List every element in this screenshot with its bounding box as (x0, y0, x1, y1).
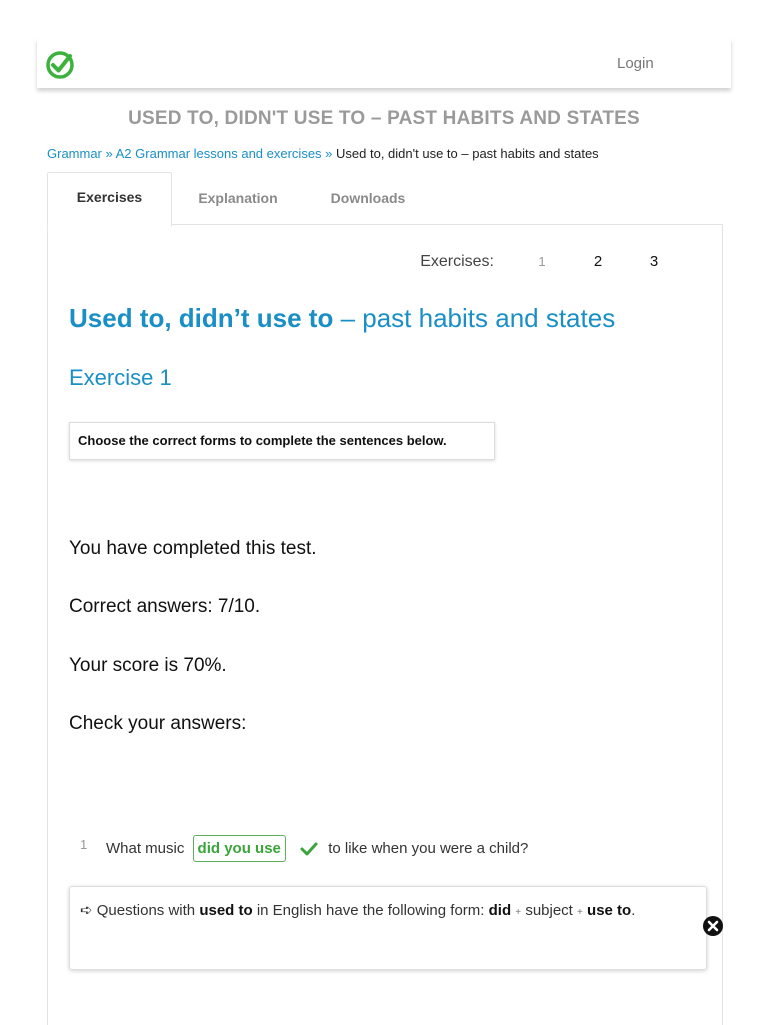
question-number: 1 (80, 837, 88, 852)
tab-explanation[interactable]: Explanation (198, 190, 278, 206)
result-completed: You have completed this test. (69, 538, 317, 559)
question-text-after: to like when you were a child? (328, 840, 529, 857)
plus-sign: + (577, 907, 583, 918)
exercise-page-3[interactable]: 3 (649, 253, 659, 270)
result-check-answers: Check your answers: (69, 713, 247, 734)
plus-sign: + (515, 907, 522, 918)
explanation-text-2: in English have the following form: (256, 902, 485, 919)
explanation-box (69, 886, 707, 970)
tab-downloads[interactable]: Downloads (330, 190, 406, 206)
breadcrumb (47, 146, 599, 161)
explanation-bold-1: used to (199, 902, 253, 919)
check-icon (300, 842, 318, 856)
tab-exercises[interactable]: Exercises (47, 172, 172, 227)
explanation-bold-2: did (488, 902, 512, 919)
exercise-pagination (420, 253, 682, 271)
instruction-box: Choose the correct forms to complete the sentences below. (69, 422, 495, 460)
question-text-before: What music (106, 840, 185, 857)
arrow-icon: ➪ (80, 902, 93, 919)
lesson-heading-bold: Used to, didn’t use to (69, 303, 334, 333)
top-navbar (37, 38, 731, 88)
close-icon[interactable] (702, 915, 724, 937)
exercise-page-1[interactable]: 1 (538, 254, 546, 269)
lesson-heading (69, 303, 615, 334)
breadcrumb-a2-link[interactable]: A2 Grammar lessons and exercises » (115, 146, 333, 161)
exercise-pagination-label: Exercises: (420, 253, 494, 270)
exercise-title: Exercise 1 (69, 365, 172, 390)
explanation-text-1: Questions with (96, 902, 196, 919)
lesson-heading-rest: – past habits and states (340, 303, 616, 333)
exercise-panel (47, 224, 723, 1025)
breadcrumb-current: Used to, didn't use to – past habits and states (336, 146, 599, 161)
answer-box: did you use (193, 835, 286, 862)
login-link[interactable]: Login (617, 55, 654, 72)
breadcrumb-grammar-link[interactable]: Grammar » (47, 146, 113, 161)
explanation-text-4: . (631, 902, 636, 919)
page-title: USED TO, DIDN'T USE TO – PAST HABITS AND STATES (128, 108, 640, 129)
explanation-text-3: subject (525, 902, 573, 919)
result-score: Your score is 70%. (69, 655, 227, 676)
question-1 (106, 835, 528, 862)
result-correct-answers: Correct answers: 7/10. (69, 596, 261, 617)
logo-check-icon[interactable] (45, 50, 75, 80)
explanation-bold-3: use to (587, 902, 632, 919)
exercise-page-2[interactable]: 2 (593, 253, 603, 270)
